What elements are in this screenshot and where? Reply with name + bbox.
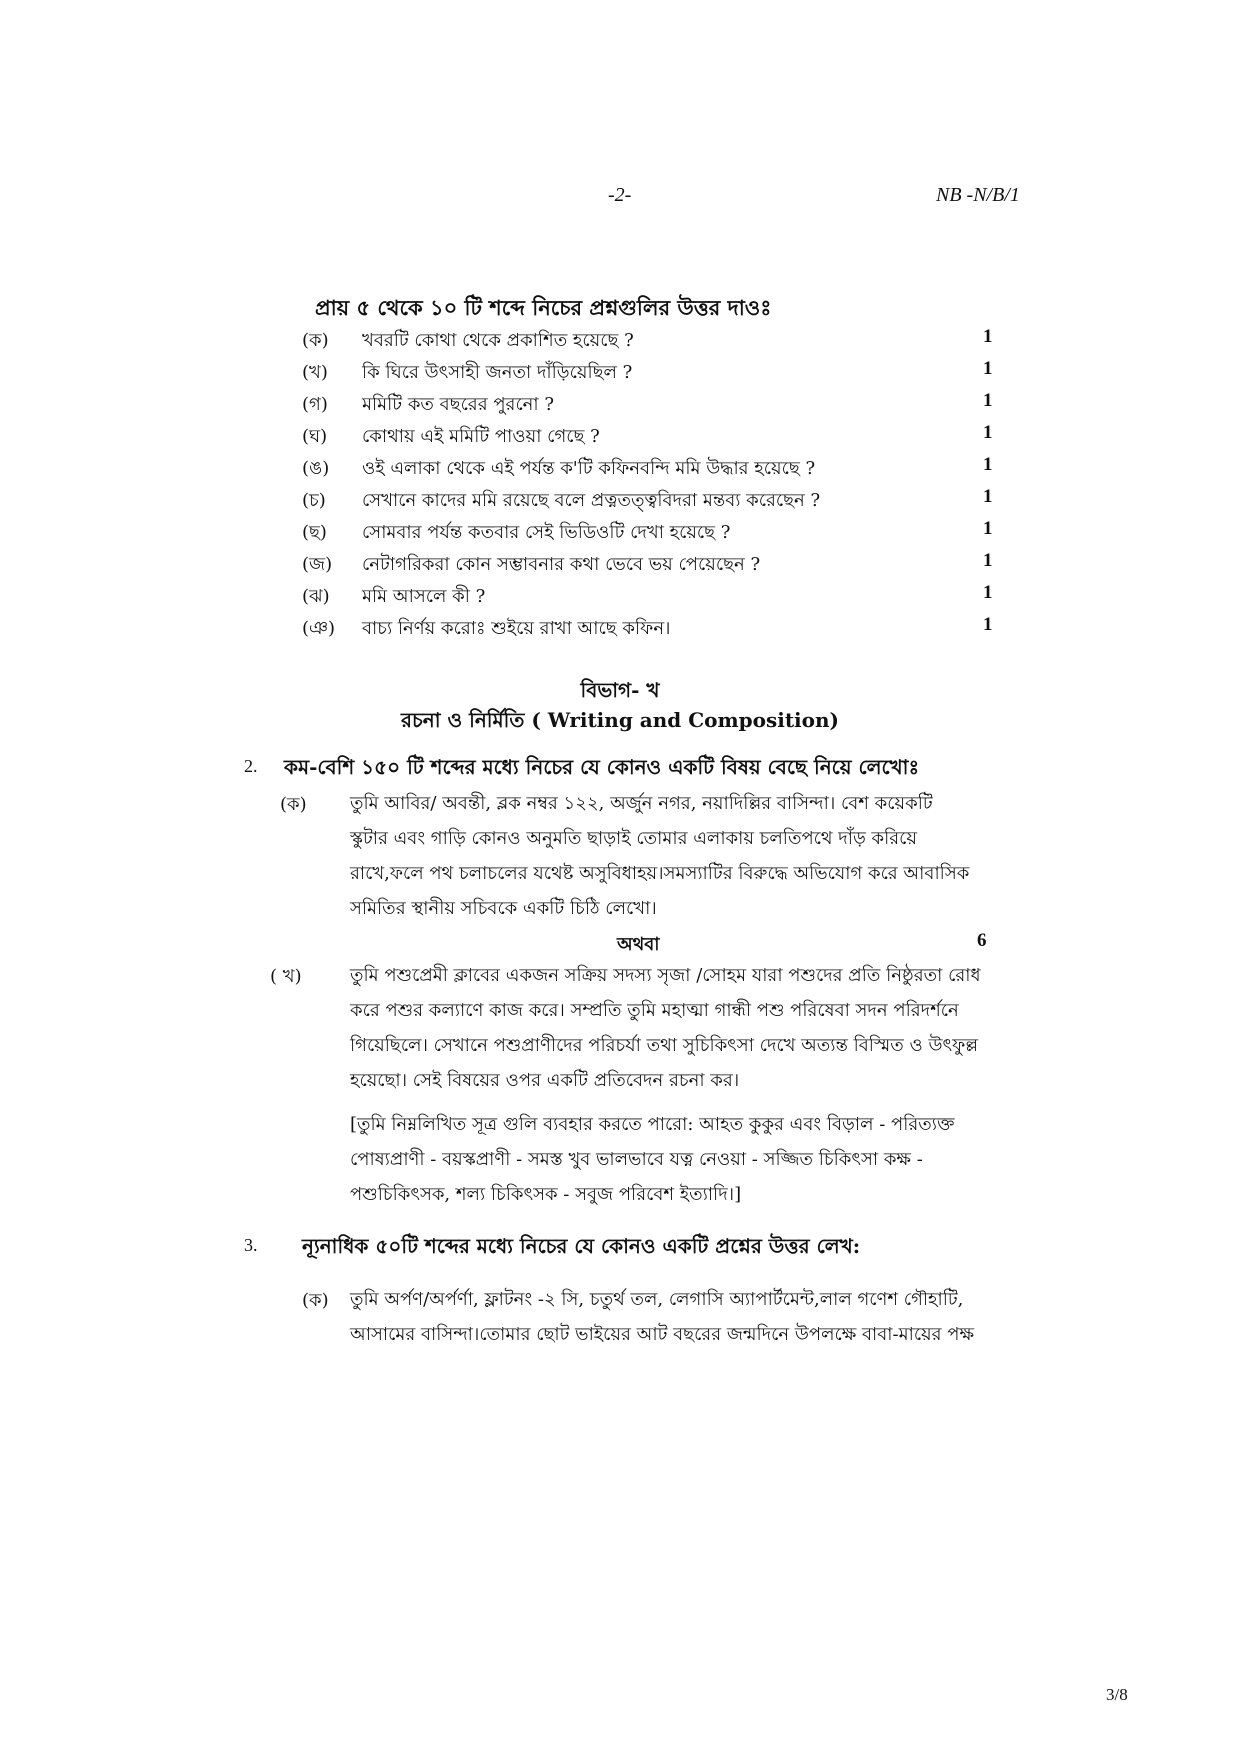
question-text: কোথায় এই মমিটি পাওয়া গেছে ? (362, 426, 600, 447)
paragraph-line: সমিতির স্থানীয় সচিবকে একটি চিঠি লেখো। (350, 898, 657, 919)
section-b-title: বিভাগ- খ (580, 678, 660, 702)
paragraph-line: তুমি অর্পণ/অর্পর্ণা, ফ্লাটনং -২ সি, চতুর্থ তল, লেগাসি অ্যাপার্টমেন্ট,লাল গণেশ গৌহাটি, (350, 1289, 964, 1310)
paragraph-line: [তুমি নিম্নলিখিত সূত্র গুলি ব্যবহার করতে পারো: আহত কুকুর এবং বিড়াল - পরিত্যক্ত (350, 1114, 955, 1135)
question-text: খবরটি কোথা থেকে প্রকাশিত হয়েছে ? (362, 330, 634, 351)
question-label: (ঙ) (302, 458, 330, 479)
question-marks: 1 (983, 614, 993, 635)
question-marks: 1 (983, 582, 993, 603)
question-label: (ক) (302, 330, 329, 351)
question-label: (ঝ) (302, 586, 330, 607)
question-text: মমিটি কত বছরের পুরনো ? (362, 394, 555, 415)
question-text: সেখানে কাদের মমি রয়েছে বলে প্রত্নতত্ত্ববিদরা মন্তব্য করেছেন ? (362, 490, 821, 511)
question-text: ওই এলাকা থেকে এই পর্যন্ত ক'টি কফিনবন্দি মমি উদ্ধার হয়েছে ? (362, 458, 816, 479)
question-row (0, 454, 1240, 484)
question-row (0, 582, 1240, 612)
paragraph-line: স্কুটার এবং গাড়ি কোনও অনুমতি ছাড়াই তোমার এলাকায় চলতিপথে দাঁড় করিয়ে (350, 828, 918, 849)
question-2-marks: 6 (977, 930, 987, 951)
paragraph-line: পশুচিকিৎসক, শল্য চিকিৎসক - সবুজ পরিবেশ ইত্যাদি।] (350, 1184, 742, 1205)
paragraph-line: হয়েছো। সেই বিষয়ের ওপর একটি প্রতিবেদন রচনা কর। (350, 1070, 740, 1091)
question-marks: 1 (983, 422, 993, 443)
question-row (0, 486, 1240, 516)
section-a-instruction: প্রায় ৫ থেকে ১০ টি শব্দে নিচের প্রশ্নগুলির উত্তর দাওঃ (315, 295, 772, 320)
option-b-label: ( খ) (270, 966, 302, 987)
question-marks: 1 (983, 358, 993, 379)
question-3-instruction: ন্যূনাধিক ৫০টি শব্দের মধ্যে নিচের যে কোনও একটি প্রশ্নের উত্তর লেখ: (302, 1234, 861, 1258)
page-number: -2- (608, 184, 632, 206)
question-label: (চ) (302, 490, 326, 511)
option-b-hints (350, 1107, 1000, 1212)
question-2-number: 2. (244, 756, 258, 776)
question-row (0, 550, 1240, 580)
paragraph-line: তুমি পশুপ্রেমী ক্লাবের একজন সক্রিয় সদস্য সৃজা /সোহম যারা পশুদের প্রতি নিষ্ঠুরতা রোধ (350, 965, 981, 986)
question-text: বাচ্য নির্ণয় করোঃ শুইয়ে রাখা আছে কফিন। (362, 618, 671, 639)
question-text: নেটাগরিকরা কোন সম্ভাবনার কথা ভেবে ভয় পেয়েছেন ? (362, 554, 761, 575)
section-b-subtitle: রচনা ও নির্মিতি ( Writing and Composition) (400, 708, 840, 732)
question-row (0, 390, 1240, 420)
question-label: (গ) (302, 394, 328, 415)
paragraph-line: তুমি আবির/ অবন্তী, ব্লক নম্বর ১২২, অর্জুন নগর, নয়াদিল্লির বাসিন্দা। বেশ কয়েকটি (350, 793, 933, 814)
question-text: কি ঘিরে উৎসাহী জনতা দাঁড়িয়েছিল ? (362, 362, 633, 383)
question-row (0, 518, 1240, 548)
paragraph-line: রাখে,ফলে পথ চলাচলের যথেষ্ট অসুবিধাহয়।সমস্যাটির বিরুদ্ধে অভিযোগ করে আবাসিক (350, 863, 970, 884)
q3-option-a-text (350, 1282, 1000, 1352)
question-marks: 1 (983, 390, 993, 411)
or-label: অথবা (617, 934, 660, 955)
question-label: (জ) (302, 554, 333, 575)
option-a-text (350, 786, 1000, 926)
paragraph-line: পোষ্যপ্রাণী - বয়স্কপ্রাণী - সমস্ত খুব ভালভাবে যত্ন নেওয়া - সজ্জিত চিকিৎসা কক্ষ - (350, 1149, 923, 1170)
paragraph-line: গিয়েছিলে। সেখানে পশুপ্রাণীদের পরিচর্যা তথা সুচিকিৎসা দেখে অত্যন্ত বিস্মিত ও উৎফুল্ল (350, 1035, 979, 1056)
question-text: সোমবার পর্যন্ত কতবার সেই ভিডিওটি দেখা হয়েছে ? (362, 522, 731, 543)
question-label: (ঞ) (302, 618, 336, 639)
question-row (0, 614, 1240, 644)
question-3-number: 3. (244, 1235, 258, 1255)
question-row (0, 422, 1240, 452)
option-b-text (350, 958, 1000, 1098)
question-marks: 1 (983, 518, 993, 539)
option-a-label: (ক) (280, 794, 307, 815)
q3-option-a-label: (ক) (302, 1290, 329, 1311)
question-label: (ঘ) (302, 426, 328, 447)
question-label: (ছ) (302, 522, 327, 543)
question-row (0, 358, 1240, 388)
sheet-number: 3/8 (1106, 1685, 1128, 1704)
question-text: মমি আসলে কী ? (362, 586, 486, 607)
paragraph-line: করে পশুর কল্যাণে কাজ করে। সম্প্রতি তুমি মহাত্মা গান্ধী পশু পরিষেবা সদন পরিদর্শনে (350, 1000, 959, 1021)
question-row (0, 326, 1240, 356)
question-marks: 1 (983, 326, 993, 347)
question-marks: 1 (983, 550, 993, 571)
question-marks: 1 (983, 454, 993, 475)
paper-code: NB -N/B/1 (936, 184, 1020, 206)
question-label: (খ) (302, 362, 328, 383)
question-2-instruction: কম-বেশি ১৫০ টি শব্দের মধ্যে নিচের যে কোনও একটি বিষয় বেছে নিয়ে লেখোঃ (284, 755, 920, 779)
question-marks: 1 (983, 486, 993, 507)
paragraph-line: আসামের বাসিন্দা।তোমার ছোট ভাইয়ের আট বছরের জন্মদিনে উপলক্ষে বাবা-মায়ের পক্ষ (350, 1324, 975, 1345)
